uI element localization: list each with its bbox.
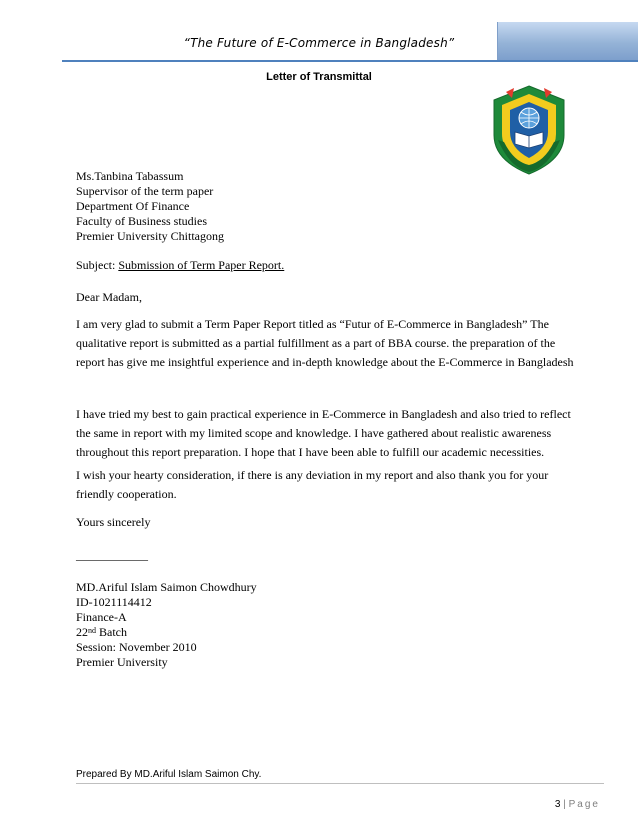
batch-number: 22 — [76, 625, 88, 639]
paragraph-line: report has give me insightful experience and in-depth knowledge about the E-Commerce in Bangladesh — [76, 355, 574, 369]
footer-rule — [76, 783, 604, 784]
page-number-value: 3 — [554, 799, 561, 810]
signer-university: Premier University — [76, 655, 168, 669]
subject-text: Submission of Term Paper Report. — [118, 258, 285, 272]
closing: Yours sincerely — [76, 515, 151, 529]
recipient-line: Department Of Finance — [76, 199, 190, 213]
subject-line — [76, 258, 284, 273]
paragraph-line: I am very glad to submit a Term Paper Report titled as “Futur of E-Commerce in Bangladesh” The — [76, 317, 549, 331]
paragraph-line: throughout this report preparation. I hope that I have been able to fulfill our academic necessities. — [76, 445, 545, 459]
document-title: Letter of Transmittal — [266, 71, 372, 83]
recipient-line: Faculty of Business studies — [76, 214, 207, 228]
paragraph-line: I wish your hearty consideration, if there is any deviation in my report and also thank you for your — [76, 468, 549, 482]
body-paragraph — [76, 315, 596, 372]
paragraph-line: I have tried my best to gain practical experience in E-Commerce in Bangladesh and also tried to reflect — [76, 407, 571, 421]
recipient-line: Supervisor of the term paper — [76, 184, 214, 198]
signer-session: Session: November 2010 — [76, 640, 197, 654]
signer-batch — [76, 625, 257, 640]
signature-block — [76, 580, 257, 670]
body-paragraph — [76, 466, 596, 504]
header-accent-tab — [497, 22, 638, 60]
footer-prepared-by: Prepared By MD.Ariful Islam Saimon Chy. — [76, 769, 262, 780]
batch-label: Batch — [96, 625, 127, 639]
page-separator: | — [563, 799, 566, 810]
recipient-address — [76, 169, 224, 244]
recipient-line: Ms.Tanbina Tabassum — [76, 169, 184, 183]
paragraph-line: friendly cooperation. — [76, 487, 177, 501]
signature-line: —————— — [76, 552, 148, 566]
recipient-line: Premier University Chittagong — [76, 229, 224, 243]
header-rule — [62, 60, 638, 62]
subject-label: Subject: — [76, 258, 116, 272]
page-number — [555, 799, 600, 810]
paragraph-line: qualitative report is submitted as a partial fulfillment as a part of BBA course. the preparation of the — [76, 336, 556, 350]
premier-university-logo — [484, 80, 574, 180]
body-paragraph — [76, 405, 596, 462]
signer-section: Finance-A — [76, 610, 127, 624]
paragraph-line: the same in report with my limited scope and knowledge. I have gathered about realistic awareness — [76, 426, 552, 440]
salutation: Dear Madam, — [76, 290, 142, 304]
header-title: “The Future of E-Commerce in Bangladesh” — [183, 36, 455, 50]
signer-id: ID-1021114412 — [76, 595, 152, 609]
batch-suffix: nd — [88, 626, 96, 635]
signer-name: MD.Ariful Islam Saimon Chowdhury — [76, 580, 257, 594]
page-word: Page — [568, 799, 600, 810]
